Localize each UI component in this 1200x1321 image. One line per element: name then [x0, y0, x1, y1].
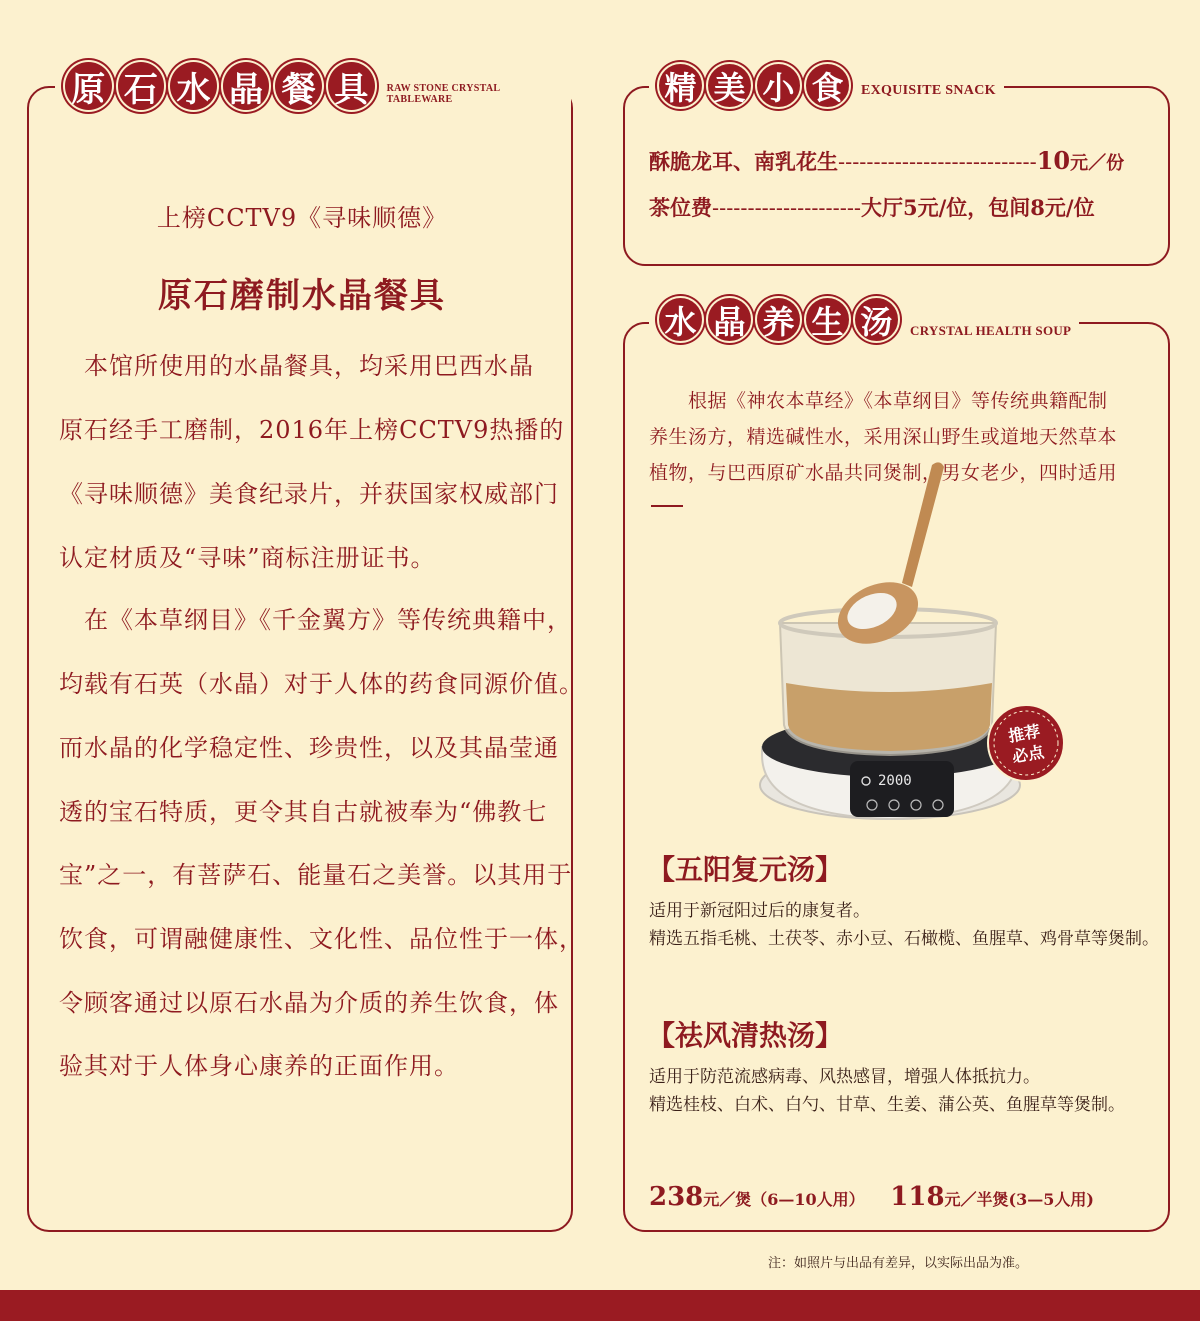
heading-char: 晶 — [221, 60, 272, 112]
soup-item-desc: 精选五指毛桃、土茯苓、赤小豆、石橄榄、鱼腥草、鸡骨草等煲制。 — [649, 929, 1159, 949]
heading-char: 原 — [63, 60, 114, 112]
soup-pot-illustration — [750, 455, 1080, 835]
soup-item-desc: 适用于防范流感病毒、风热感冒，增强人体抵抗力。 — [649, 1067, 1040, 1087]
tableware-panel — [27, 69, 584, 1232]
price-half: 118 — [890, 1182, 945, 1212]
soup-heading — [649, 296, 1079, 343]
dash-leader: ---------------------------- — [838, 150, 1037, 174]
body-line: 饮食，可谓融健康性、文化性、品位性于一体， — [59, 925, 584, 953]
badge-text: 必点 — [1010, 742, 1046, 767]
heading-char: 水 — [168, 60, 219, 112]
heading-char: 餐 — [273, 60, 324, 112]
snack-item — [649, 192, 1095, 222]
heading-char: 小 — [755, 62, 802, 109]
heading-char: 晶 — [706, 296, 753, 343]
body-line: 而水晶的化学稳定性、珍贵性，以及其晶莹通 — [59, 734, 559, 762]
snack-panel — [623, 68, 1170, 266]
body-line: 令顾客通过以原石水晶为介质的养生饮食，体 — [59, 989, 559, 1017]
body-line: 透的宝石特质，更令其自古就被奉为“佛教七 — [59, 798, 548, 826]
heading-char: 养 — [755, 296, 802, 343]
price-full: 238 — [649, 1182, 704, 1212]
dash-leader: --------------------- — [712, 196, 862, 220]
soup-liquid — [786, 683, 992, 751]
body-line: 在《本草纲目》《千金翼方》等传统典籍中， — [59, 606, 572, 634]
heading-char: 生 — [804, 296, 851, 343]
soup-item-title: 【祛风清热汤】 — [647, 1019, 844, 1052]
tableware-title: 原石磨制水晶餐具 — [158, 276, 446, 316]
body-line: 宝”之一，有菩萨石、能量石之美誉。以其用于 — [59, 861, 573, 889]
snack-name: 酥脆龙耳、南乳花生 — [649, 149, 838, 174]
body-line: 原石经手工磨制，2016年上榜CCTV9热播的 — [59, 416, 565, 444]
heading-char: 精 — [657, 62, 704, 109]
snack-item — [649, 146, 1124, 176]
soup-price-line — [649, 1182, 1094, 1212]
snack-name: 茶位费 — [649, 195, 712, 220]
soup-item-desc: 精选桂枝、白术、白勺、甘草、生姜、蒲公英、鱼腥草等煲制。 — [649, 1095, 1125, 1115]
body-line: 本馆所使用的水晶餐具，均采用巴西水晶 — [59, 352, 534, 380]
intro-dash — [651, 505, 683, 507]
heading-char: 石 — [116, 60, 167, 112]
snack-price: 10 — [1036, 146, 1071, 175]
spoon-handle — [902, 462, 944, 587]
body-line: 《寻味顺德》美食纪录片，并获国家权威部门 — [59, 480, 559, 508]
bottom-band — [0, 1290, 1200, 1321]
snack-unit: 元／份 — [1070, 153, 1125, 174]
soup-intro-line: 植物，与巴西原矿水晶共同煲制，男女老少，四时适用 — [649, 462, 1118, 484]
body-line: 均载有石英（水晶）对于人体的药食同源价值。 — [59, 670, 584, 698]
heading-char: 水 — [657, 296, 704, 343]
control-panel — [850, 761, 954, 817]
price-full-unit: 元／煲（6—10人用） — [703, 1190, 865, 1209]
display-reading: 2000 — [878, 773, 912, 789]
tableware-heading — [55, 60, 571, 112]
cctv-line: 上榜CCTV9《寻味顺德》 — [156, 204, 448, 232]
snack-price: 大厅5元/位，包间8元/位 — [861, 195, 1095, 220]
heading-char: 食 — [804, 62, 851, 109]
price-half-unit: 元／半煲(3—5人用) — [944, 1190, 1094, 1209]
heading-char: 美 — [706, 62, 753, 109]
heading-en: EXQUISITE SNACK — [861, 82, 996, 98]
snack-heading — [649, 62, 1004, 109]
soup-item-title: 【五阳复元汤】 — [647, 853, 844, 886]
soup-item-desc: 适用于新冠阳过后的康复者。 — [649, 901, 870, 921]
footnote: 注：如照片与出品有差异，以实际出品为准。 — [768, 1256, 1029, 1271]
heading-char: 具 — [326, 60, 377, 112]
soup-intro-line: 根据《神农本草经》《本草纲目》等传统典籍配制 — [649, 390, 1108, 412]
heading-char: 汤 — [853, 296, 900, 343]
badge-text: 推荐 — [1006, 721, 1042, 746]
soup-intro-line: 养生汤方，精选碱性水，采用深山野生或道地天然草本 — [649, 426, 1118, 448]
body-line: 验其对于人体身心康养的正面作用。 — [59, 1052, 459, 1080]
body-line: 认定材质及“寻味”商标注册证书。 — [59, 544, 436, 572]
recommend-badge — [988, 705, 1064, 781]
heading-en: RAW STONE CRYSTAL TABLEWARE — [386, 83, 500, 105]
heading-en: CRYSTAL HEALTH SOUP — [910, 322, 1072, 338]
